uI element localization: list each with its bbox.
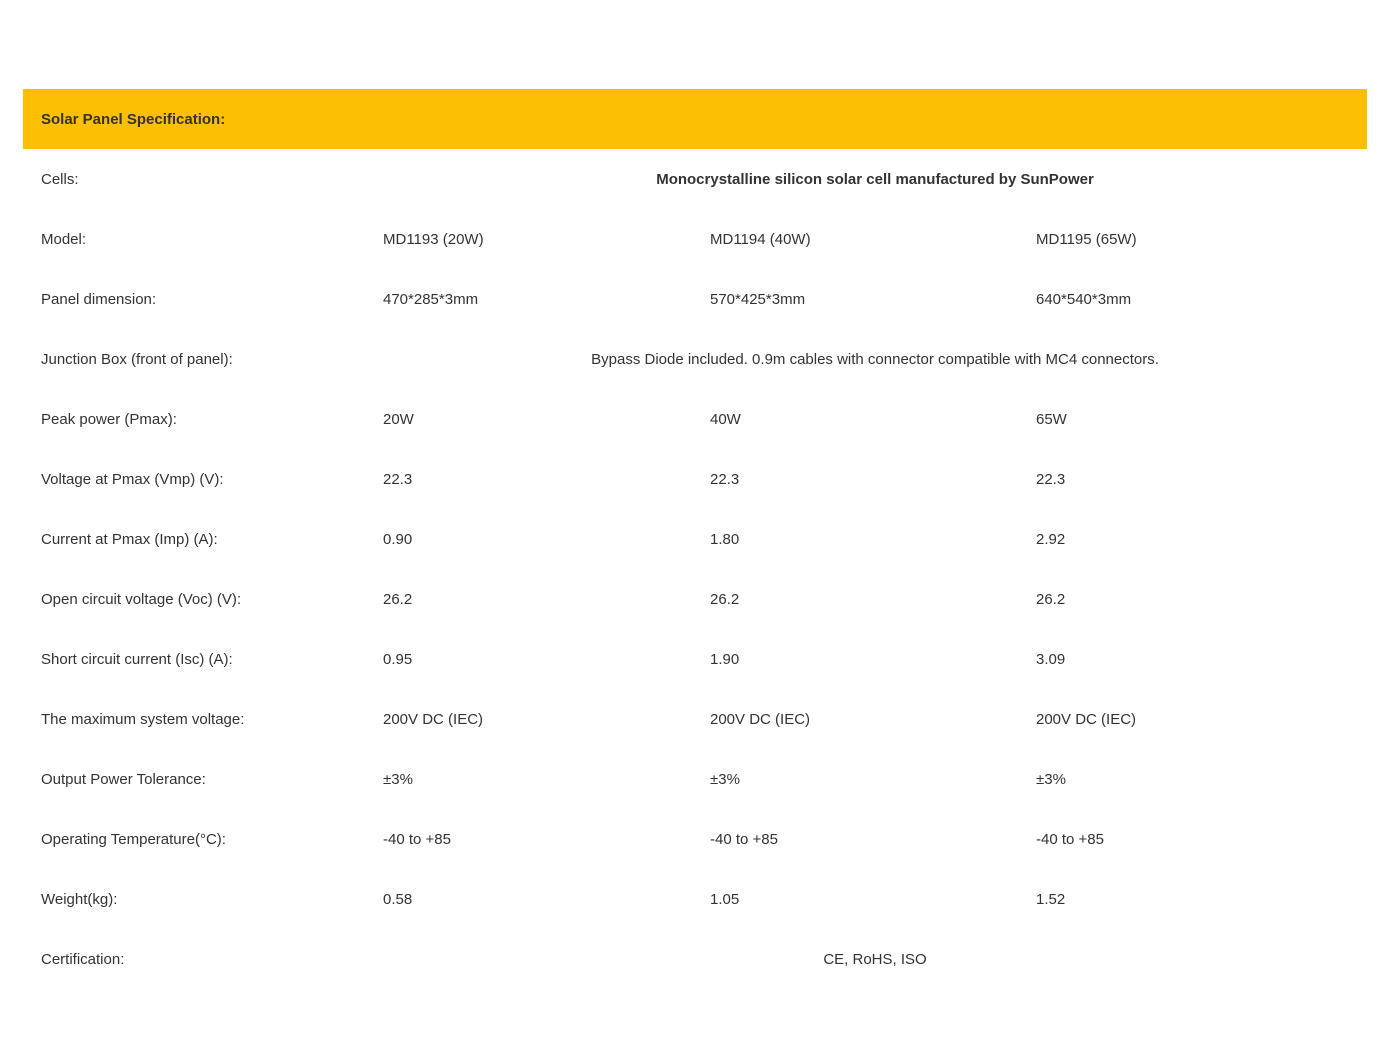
spec-value-certification: CE, RoHS, ISO [823,950,927,968]
spec-label: Panel dimension: [41,290,157,308]
spec-row-cells [23,149,1367,209]
spec-label: Certification: [41,950,125,968]
spec-value: 40W [710,410,741,428]
spec-row-panel-dimension [23,269,1367,329]
solar-panel-spec-table [23,89,1367,989]
spec-value: 200V DC (IEC) [710,710,811,728]
spec-row-operating-temperature [23,809,1367,869]
spec-label: Cells: [41,170,79,188]
spec-value-cells: Monocrystalline silicon solar cell manufactured by SunPower [656,170,1094,188]
spec-value: 26.2 [1036,590,1066,608]
spec-label: Open circuit voltage (Voc) (V): [41,590,242,608]
spec-label: Model: [41,230,87,248]
table-title: Solar Panel Specification: [23,89,1367,149]
spec-value: 20W [383,410,414,428]
spec-row-imp [23,509,1367,569]
spec-value: 0.95 [383,650,413,668]
spec-label: Operating Temperature(°C): [41,830,226,848]
spec-value: 1.52 [1036,890,1066,908]
spec-label: Peak power (Pmax): [41,410,177,428]
spec-value: 22.3 [383,470,413,488]
spec-value: 640*540*3mm [1036,290,1132,308]
spec-value: 1.90 [710,650,740,668]
spec-row-weight [23,869,1367,929]
spec-value: -40 to +85 [1036,830,1104,848]
spec-value: MD1193 (20W) [383,230,484,248]
spec-value: 0.58 [383,890,413,908]
spec-row-max-system-voltage [23,689,1367,749]
spec-value: 570*425*3mm [710,290,806,308]
spec-row-vmp [23,449,1367,509]
spec-value: 26.2 [710,590,740,608]
spec-label: Output Power Tolerance: [41,770,206,788]
spec-value: 1.80 [710,530,740,548]
spec-value: 470*285*3mm [383,290,479,308]
spec-value: MD1194 (40W) [710,230,811,248]
spec-row-isc [23,629,1367,689]
spec-row-power-tolerance [23,749,1367,809]
spec-row-voc [23,569,1367,629]
spec-value: ±3% [1036,770,1066,788]
spec-label: Junction Box (front of panel): [41,350,233,368]
spec-label: Short circuit current (Isc) (A): [41,650,233,668]
spec-value: 22.3 [1036,470,1066,488]
spec-value: 2.92 [1036,530,1066,548]
spec-label: Voltage at Pmax (Vmp) (V): [41,470,224,488]
spec-value: ±3% [383,770,413,788]
spec-value: 1.05 [710,890,740,908]
spec-value: 22.3 [710,470,740,488]
spec-label: Weight(kg): [41,890,118,908]
spec-value: ±3% [710,770,740,788]
spec-value: MD1195 (65W) [1036,230,1137,248]
spec-label: Current at Pmax (Imp) (A): [41,530,218,548]
spec-row-model [23,209,1367,269]
spec-value: -40 to +85 [383,830,451,848]
spec-value-junction-box: Bypass Diode included. 0.9m cables with connector compatible with MC4 connectors. [591,350,1159,368]
spec-value: 3.09 [1036,650,1066,668]
spec-row-certification [23,929,1367,989]
spec-row-junction-box [23,329,1367,389]
table-header-row [23,89,1367,149]
spec-label: The maximum system voltage: [41,710,245,728]
spec-value: 0.90 [383,530,413,548]
spec-value: 26.2 [383,590,413,608]
spec-row-peak-power [23,389,1367,449]
spec-value: -40 to +85 [710,830,778,848]
spec-value: 200V DC (IEC) [1036,710,1137,728]
spec-value: 200V DC (IEC) [383,710,484,728]
spec-value: 65W [1036,410,1067,428]
